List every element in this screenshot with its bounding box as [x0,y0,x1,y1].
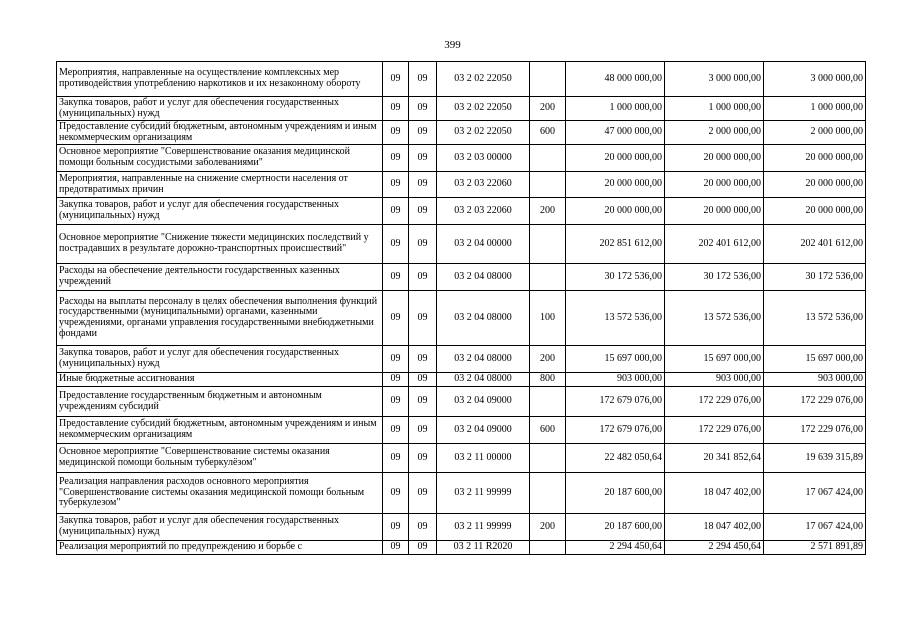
expense-type-cell [530,264,566,291]
amount-year2-cell: 172 229 076,00 [665,387,764,417]
expense-type-cell [530,387,566,417]
amount-year3-cell: 1 000 000,00 [764,97,866,121]
expense-type-cell [530,444,566,473]
amount-year1-cell: 30 172 536,00 [566,264,665,291]
amount-year3-cell: 17 067 424,00 [764,514,866,541]
target-article-cell: 03 2 04 08000 [437,346,530,373]
amount-year2-cell: 1 000 000,00 [665,97,764,121]
amount-year3-cell: 20 000 000,00 [764,145,866,172]
section-code-cell: 09 [383,473,409,514]
amount-year1-cell: 20 000 000,00 [566,145,665,172]
row-name-cell: Закупка товаров, работ и услуг для обеспечения государственных (муниципальных) нужд [57,514,383,541]
amount-year3-cell: 172 229 076,00 [764,387,866,417]
expense-type-cell: 200 [530,198,566,225]
amount-year3-cell: 20 000 000,00 [764,198,866,225]
row-name-cell: Основное мероприятие "Снижение тяжести медицинских последствий у пострадавших в результате дорожно-транспортных происшествий" [57,225,383,264]
subsection-code-cell: 09 [409,62,437,97]
amount-year3-cell: 3 000 000,00 [764,62,866,97]
expense-type-cell [530,172,566,198]
section-code-cell: 09 [383,145,409,172]
table-row [57,514,866,541]
target-article-cell: 03 2 11 00000 [437,444,530,473]
section-code-cell: 09 [383,172,409,198]
amount-year2-cell: 30 172 536,00 [665,264,764,291]
row-name-cell: Расходы на выплаты персоналу в целях обеспечения выполнения функций государственными (муниципальными) органами, казенными учреждениями, органами управления государственными внебюджетными фондами [57,291,383,346]
amount-year2-cell: 18 047 402,00 [665,473,764,514]
amount-year3-cell: 19 639 315,89 [764,444,866,473]
table-row [57,291,866,346]
amount-year3-cell: 20 000 000,00 [764,172,866,198]
expense-type-cell: 200 [530,346,566,373]
budget-table [56,61,866,555]
table-row [57,62,866,97]
row-name-cell: Предоставление субсидий бюджетным, автономным учреждениям и иным некоммерческим организациям [57,417,383,444]
section-code-cell: 09 [383,541,409,555]
target-article-cell: 03 2 03 22060 [437,198,530,225]
target-article-cell: 03 2 03 00000 [437,145,530,172]
section-code-cell: 09 [383,264,409,291]
row-name-cell: Иные бюджетные ассигнования [57,373,383,387]
section-code-cell: 09 [383,444,409,473]
page-number: 399 [444,39,461,51]
row-name-cell: Реализация направления расходов основного мероприятия "Совершенствование системы оказания медицинской помощи больным туберкулезом" [57,473,383,514]
subsection-code-cell: 09 [409,473,437,514]
subsection-code-cell: 09 [409,387,437,417]
amount-year2-cell: 202 401 612,00 [665,225,764,264]
subsection-code-cell: 09 [409,225,437,264]
amount-year1-cell: 903 000,00 [566,373,665,387]
amount-year2-cell: 2 294 450,64 [665,541,764,555]
target-article-cell: 03 2 03 22060 [437,172,530,198]
target-article-cell: 03 2 11 99999 [437,514,530,541]
section-code-cell: 09 [383,121,409,145]
table-row [57,121,866,145]
subsection-code-cell: 09 [409,346,437,373]
row-name-cell: Мероприятия, направленные на осуществление комплексных мер противодействия употреблению наркотиков и их незаконному обороту [57,62,383,97]
target-article-cell: 03 2 11 R2020 [437,541,530,555]
row-name-cell: Предоставление субсидий бюджетным, автономным учреждениям и иным некоммерческим организациям [57,121,383,145]
amount-year2-cell: 2 000 000,00 [665,121,764,145]
amount-year1-cell: 15 697 000,00 [566,346,665,373]
expense-type-cell [530,541,566,555]
amount-year1-cell: 202 851 612,00 [566,225,665,264]
amount-year1-cell: 20 187 600,00 [566,473,665,514]
subsection-code-cell: 09 [409,198,437,225]
amount-year2-cell: 172 229 076,00 [665,417,764,444]
amount-year2-cell: 20 000 000,00 [665,172,764,198]
expense-type-cell: 200 [530,514,566,541]
amount-year1-cell: 172 679 076,00 [566,417,665,444]
table-row [57,346,866,373]
row-name-cell: Расходы на обеспечение деятельности государственных казенных учреждений [57,264,383,291]
target-article-cell: 03 2 02 22050 [437,121,530,145]
amount-year1-cell: 172 679 076,00 [566,387,665,417]
target-article-cell: 03 2 04 09000 [437,387,530,417]
section-code-cell: 09 [383,198,409,225]
amount-year1-cell: 13 572 536,00 [566,291,665,346]
amount-year2-cell: 20 341 852,64 [665,444,764,473]
subsection-code-cell: 09 [409,541,437,555]
amount-year3-cell: 30 172 536,00 [764,264,866,291]
target-article-cell: 03 2 02 22050 [437,62,530,97]
amount-year3-cell: 2 571 891,89 [764,541,866,555]
table-row [57,198,866,225]
amount-year3-cell: 2 000 000,00 [764,121,866,145]
target-article-cell: 03 2 04 09000 [437,417,530,444]
target-article-cell: 03 2 11 99999 [437,473,530,514]
target-article-cell: 03 2 04 08000 [437,291,530,346]
section-code-cell: 09 [383,62,409,97]
section-code-cell: 09 [383,225,409,264]
amount-year1-cell: 20 187 600,00 [566,514,665,541]
amount-year2-cell: 13 572 536,00 [665,291,764,346]
subsection-code-cell: 09 [409,373,437,387]
amount-year3-cell: 202 401 612,00 [764,225,866,264]
amount-year1-cell: 47 000 000,00 [566,121,665,145]
subsection-code-cell: 09 [409,264,437,291]
expense-type-cell [530,62,566,97]
subsection-code-cell: 09 [409,291,437,346]
subsection-code-cell: 09 [409,514,437,541]
amount-year1-cell: 20 000 000,00 [566,198,665,225]
row-name-cell: Реализация мероприятий по предупреждению и борьбе с [57,541,383,555]
amount-year1-cell: 48 000 000,00 [566,62,665,97]
target-article-cell: 03 2 04 00000 [437,225,530,264]
amount-year2-cell: 903 000,00 [665,373,764,387]
target-article-cell: 03 2 04 08000 [437,264,530,291]
expense-type-cell [530,145,566,172]
row-name-cell: Мероприятия, направленные на снижение смертности населения от предотвратимых причин [57,172,383,198]
expense-type-cell: 100 [530,291,566,346]
expense-type-cell: 800 [530,373,566,387]
section-code-cell: 09 [383,346,409,373]
row-name-cell: Закупка товаров, работ и услуг для обеспечения государственных (муниципальных) нужд [57,97,383,121]
target-article-cell: 03 2 04 08000 [437,373,530,387]
table-row [57,417,866,444]
subsection-code-cell: 09 [409,172,437,198]
expense-type-cell [530,473,566,514]
amount-year1-cell: 1 000 000,00 [566,97,665,121]
expense-type-cell: 600 [530,121,566,145]
amount-year3-cell: 172 229 076,00 [764,417,866,444]
row-name-cell: Основное мероприятие "Совершенствование системы оказания медицинской помощи больным туберкулёзом" [57,444,383,473]
amount-year3-cell: 13 572 536,00 [764,291,866,346]
amount-year3-cell: 17 067 424,00 [764,473,866,514]
table-row [57,172,866,198]
amount-year3-cell: 15 697 000,00 [764,346,866,373]
row-name-cell: Закупка товаров, работ и услуг для обеспечения государственных (муниципальных) нужд [57,346,383,373]
table-row [57,225,866,264]
amount-year1-cell: 2 294 450,64 [566,541,665,555]
section-code-cell: 09 [383,373,409,387]
row-name-cell: Предоставление государственным бюджетным и автономным учреждениям субсидий [57,387,383,417]
section-code-cell: 09 [383,387,409,417]
section-code-cell: 09 [383,97,409,121]
table-row [57,473,866,514]
table-row [57,387,866,417]
amount-year2-cell: 20 000 000,00 [665,145,764,172]
section-code-cell: 09 [383,417,409,444]
amount-year2-cell: 3 000 000,00 [665,62,764,97]
amount-year3-cell: 903 000,00 [764,373,866,387]
amount-year1-cell: 20 000 000,00 [566,172,665,198]
table-row [57,264,866,291]
section-code-cell: 09 [383,291,409,346]
amount-year2-cell: 18 047 402,00 [665,514,764,541]
section-code-cell: 09 [383,514,409,541]
expense-type-cell [530,225,566,264]
subsection-code-cell: 09 [409,121,437,145]
table-row [57,97,866,121]
subsection-code-cell: 09 [409,444,437,473]
table-row [57,145,866,172]
amount-year2-cell: 20 000 000,00 [665,198,764,225]
subsection-code-cell: 09 [409,145,437,172]
subsection-code-cell: 09 [409,97,437,121]
row-name-cell: Закупка товаров, работ и услуг для обеспечения государственных (муниципальных) нужд [57,198,383,225]
table-row [57,373,866,387]
subsection-code-cell: 09 [409,417,437,444]
row-name-cell: Основное мероприятие "Совершенствование оказания медицинской помощи больным сосудистыми заболеваниями" [57,145,383,172]
table-row [57,444,866,473]
amount-year2-cell: 15 697 000,00 [665,346,764,373]
expense-type-cell: 200 [530,97,566,121]
expense-type-cell: 600 [530,417,566,444]
table-row [57,541,866,555]
target-article-cell: 03 2 02 22050 [437,97,530,121]
amount-year1-cell: 22 482 050,64 [566,444,665,473]
